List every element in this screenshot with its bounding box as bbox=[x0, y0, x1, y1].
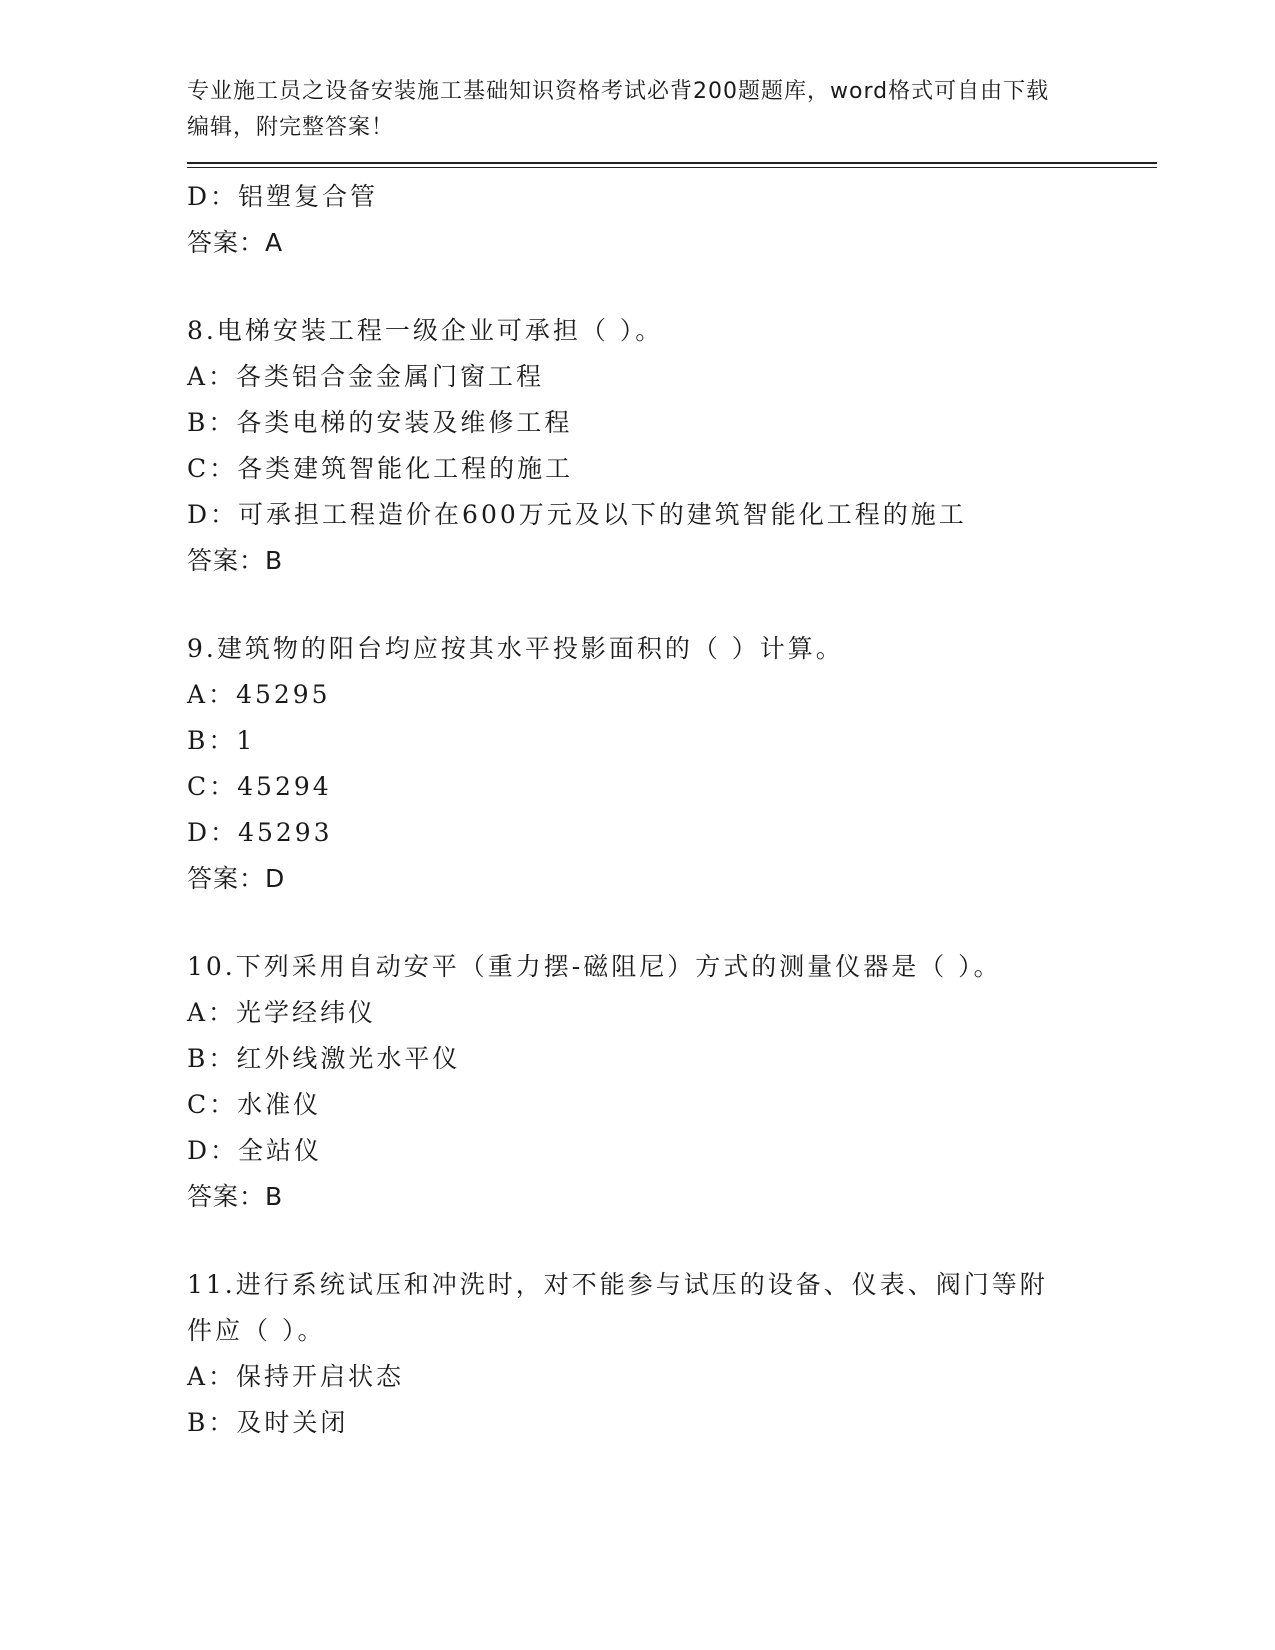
option-b: B：红外线激光水平仪 bbox=[187, 1044, 461, 1073]
option-b: B：1 bbox=[187, 726, 256, 755]
option-a: A：各类铝合金金属门窗工程 bbox=[187, 362, 545, 391]
question-text: 9.建筑物的阳台均应按其水平投影面积的（ ）计算。 bbox=[187, 634, 844, 663]
question-11 bbox=[187, 1262, 1157, 1446]
option-d: D：铝塑复合管 bbox=[187, 182, 379, 211]
option-c: C：各类建筑智能化工程的施工 bbox=[187, 454, 574, 483]
document-page bbox=[187, 74, 1157, 1446]
question-text: 11.进行系统试压和冲洗时，对不能参与试压的设备、仪表、阀门等附件应（ ）。 bbox=[187, 1270, 1048, 1345]
carryover-block bbox=[187, 174, 1157, 266]
question-8 bbox=[187, 308, 1157, 584]
answer-line: 答案：B bbox=[187, 546, 284, 575]
answer-line: 答案：A bbox=[187, 228, 284, 257]
option-d: D：可承担工程造价在600万元及以下的建筑智能化工程的施工 bbox=[187, 500, 967, 529]
answer-line: 答案：B bbox=[187, 1182, 284, 1211]
question-text: 10.下列采用自动安平（重力摆-磁阻尼）方式的测量仪器是（ ）。 bbox=[187, 952, 1002, 981]
option-c: C：45294 bbox=[187, 772, 332, 801]
option-a: A：保持开启状态 bbox=[187, 1362, 405, 1391]
option-d: D：45293 bbox=[187, 818, 333, 847]
option-a: A：45295 bbox=[187, 680, 331, 709]
option-c: C：水准仪 bbox=[187, 1090, 322, 1119]
option-b: B：及时关闭 bbox=[187, 1408, 349, 1437]
answer-line: 答案：D bbox=[187, 864, 286, 893]
option-a: A：光学经纬仪 bbox=[187, 998, 377, 1027]
document-header: 专业施工员之设备安装施工基础知识资格考试必背200题题库，word格式可自由下载编辑，附完整答案！ bbox=[187, 79, 1050, 140]
question-9 bbox=[187, 626, 1157, 902]
option-b: B：各类电梯的安装及维修工程 bbox=[187, 408, 573, 437]
header-divider bbox=[187, 162, 1157, 168]
question-10 bbox=[187, 944, 1157, 1220]
question-text: 8.电梯安装工程一级企业可承担（ ）。 bbox=[187, 316, 664, 345]
option-d: D：全站仪 bbox=[187, 1136, 323, 1165]
